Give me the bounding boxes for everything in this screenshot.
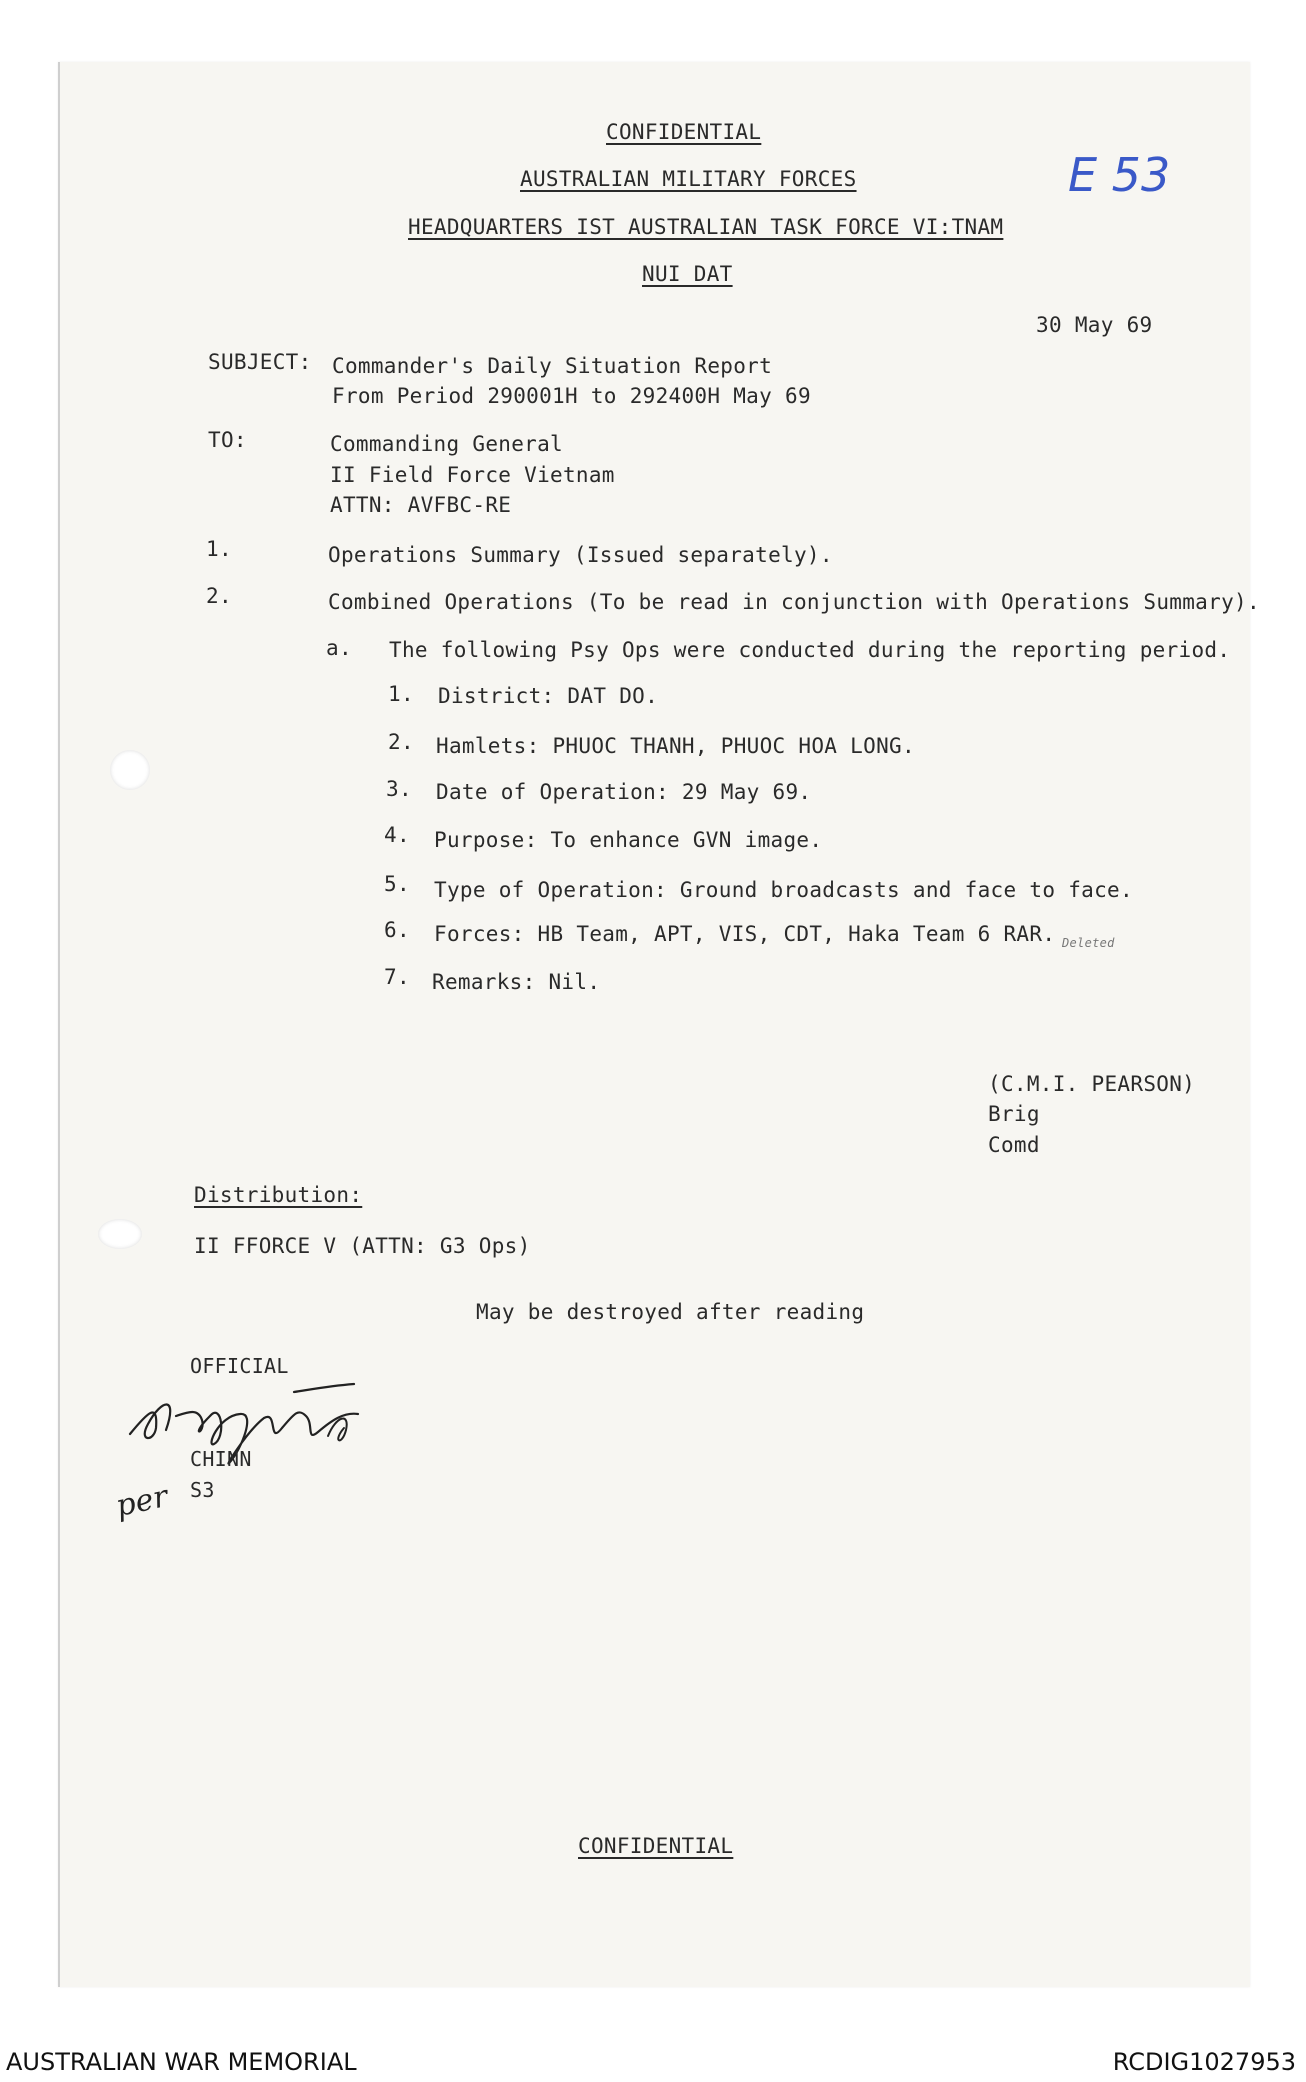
- location-line: NUI DAT: [642, 262, 733, 286]
- item-6-text: Forces: HB Team, APT, VIS, CDT, Haka Team 6 RAR.: [434, 922, 1056, 946]
- para-1-number: 1.: [206, 537, 232, 561]
- sub-para-a-label: a.: [326, 636, 352, 660]
- item-1-text: District: DAT DO.: [438, 684, 659, 708]
- punch-hole-top: [110, 750, 150, 790]
- signatory-rank: Brig: [988, 1102, 1040, 1126]
- item-3-number: 3.: [386, 777, 412, 801]
- hq-line: HEADQUARTERS IST AUSTRALIAN TASK FORCE VI:TNAM: [408, 215, 1004, 239]
- to-line-3: ATTN: AVFBC-RE: [330, 493, 512, 517]
- sub-para-a-text: The following Psy Ops were conducted during the reporting period.: [389, 638, 1231, 662]
- handwritten-per: per: [112, 1478, 172, 1525]
- to-line-2: II Field Force Vietnam: [330, 463, 615, 487]
- item-2-number: 2.: [388, 730, 414, 754]
- distribution-line-1: II FFORCE V (ATTN: G3 Ops): [194, 1234, 531, 1258]
- org-line: AUSTRALIAN MILITARY FORCES: [520, 167, 857, 191]
- handwritten-annotation: E 53: [1068, 148, 1171, 202]
- official-appointment: S3: [190, 1478, 215, 1502]
- item-7-text: Remarks: Nil.: [432, 970, 601, 994]
- archive-credit: AUSTRALIAN WAR MEMORIAL: [6, 2048, 357, 2076]
- handling-note: May be destroyed after reading: [476, 1300, 865, 1324]
- item-2-text: Hamlets: PHUOC THANH, PHUOC HOA LONG.: [436, 734, 915, 758]
- official-name: CHINN: [190, 1447, 252, 1471]
- item-6-faint-note: Deleted: [1062, 936, 1115, 950]
- item-5-text: Type of Operation: Ground broadcasts and face to face.: [434, 878, 1133, 902]
- punch-hole-bottom: [98, 1219, 142, 1249]
- para-2-number: 2.: [206, 584, 232, 608]
- signatory-name: (C.M.I. PEARSON): [988, 1072, 1196, 1096]
- subject-line-1: Commander's Daily Situation Report: [332, 354, 773, 378]
- subject-label: SUBJECT:: [208, 350, 312, 374]
- item-3-text: Date of Operation: 29 May 69.: [436, 780, 812, 804]
- to-label: TO:: [208, 428, 247, 452]
- document-date: 30 May 69: [1036, 313, 1153, 337]
- subject-line-2: From Period 290001H to 292400H May 69: [332, 384, 811, 408]
- item-7-number: 7.: [384, 965, 410, 989]
- signatory-appointment: Comd: [988, 1133, 1040, 1157]
- item-1-number: 1.: [388, 682, 414, 706]
- item-4-number: 4.: [384, 823, 410, 847]
- official-label: OFFICIAL: [190, 1354, 289, 1378]
- para-2-text: Combined Operations (To be read in conjunction with Operations Summary).: [328, 590, 1260, 614]
- classification-bottom: CONFIDENTIAL: [578, 1834, 734, 1858]
- item-6-number: 6.: [384, 918, 410, 942]
- para-1-text: Operations Summary (Issued separately).: [328, 543, 833, 567]
- item-4-text: Purpose: To enhance GVN image.: [434, 828, 823, 852]
- archive-reference: RCDIG1027953: [1112, 2048, 1296, 2076]
- item-5-number: 5.: [384, 872, 410, 896]
- distribution-label: Distribution:: [194, 1183, 363, 1207]
- to-line-1: Commanding General: [330, 432, 563, 456]
- classification-top: CONFIDENTIAL: [606, 120, 762, 144]
